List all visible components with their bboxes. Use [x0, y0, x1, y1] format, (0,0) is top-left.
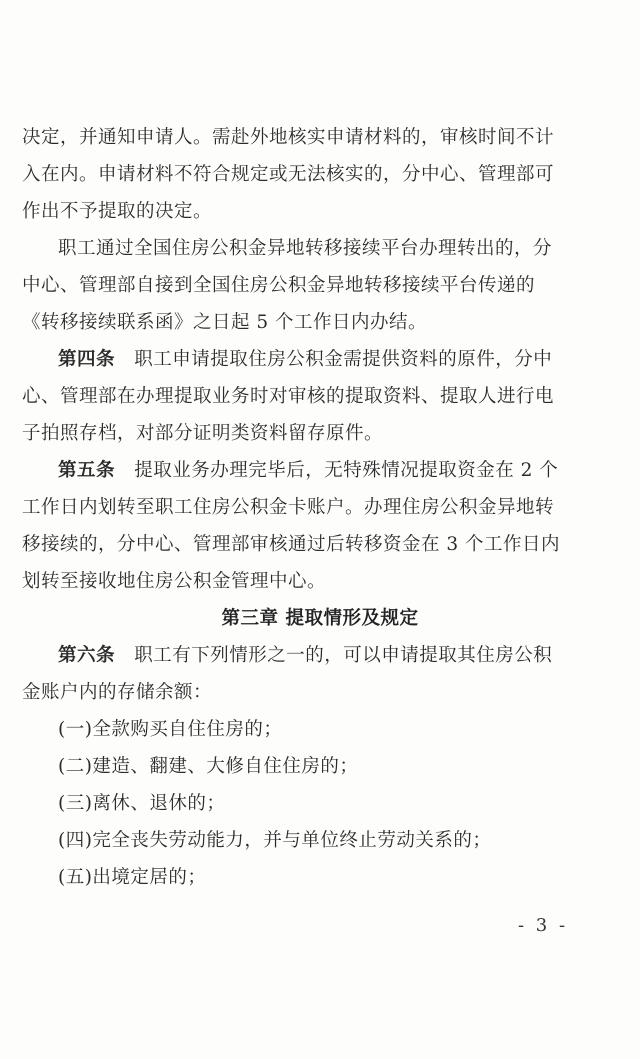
text-line: 移接续的，分中心、管理部审核通过后转移资金在 3 个工作日内: [22, 534, 561, 555]
text-line: 心、管理部在办理提取业务时对审核的提取资料、提取人进行电: [22, 386, 555, 407]
list-item: (五)出境定居的；: [58, 867, 207, 888]
article-4-first-line: [58, 348, 552, 372]
text-line: 划转至接收地住房公积金管理中心。: [22, 571, 327, 592]
article-6-first-line: [58, 644, 552, 668]
text-line: 入在内。申请材料不符合规定或无法核实的，分中心、管理部可: [22, 164, 555, 185]
article-6-text: 职工有下列情形之一的，可以申请提取其住房公积: [134, 645, 553, 666]
article-4-label: 第四条: [58, 349, 116, 370]
text-line: 中心、管理部自接到全国住房公积金异地转移接续平台传递的: [22, 275, 536, 296]
text-line: 子拍照存档，对部分证明类资料留存原件。: [22, 423, 384, 444]
list-item: (一)全款购买自住住房的；: [58, 719, 283, 740]
page-number: - 3 -: [518, 915, 569, 936]
text-line: 职工通过全国住房公积金异地转移接续平台办理转出的，分: [58, 238, 553, 259]
article-4-text: 职工申请提取住房公积金需提供资料的原件，分中: [134, 349, 553, 370]
article-5-text: 提取业务办理完毕后，无特殊情况提取资金在 2 个: [134, 460, 559, 481]
chapter-title: 第三章 提取情形及规定: [221, 608, 419, 629]
text-line: 《转移接续联系函》之日起 5 个工作日内办结。: [22, 312, 428, 333]
list-item: (三)离休、退休的；: [58, 793, 226, 814]
article-5-label: 第五条: [58, 460, 116, 481]
list-item: (四)完全丧失劳动能力，并与单位终止劳动关系的；: [58, 830, 492, 851]
list-item: (二)建造、翻建、大修自住住房的；: [58, 756, 359, 777]
text-line: 作出不予提取的决定。: [22, 201, 213, 222]
text-line: 工作日内划转至职工住房公积金卡账户。办理住房公积金异地转: [22, 497, 555, 518]
article-5-first-line: [58, 459, 558, 483]
text-line: 决定，并通知申请人。需赴外地核实申请材料的，审核时间不计: [22, 127, 555, 148]
article-6-label: 第六条: [58, 645, 116, 666]
text-line: 金账户内的存储余额：: [22, 682, 213, 703]
